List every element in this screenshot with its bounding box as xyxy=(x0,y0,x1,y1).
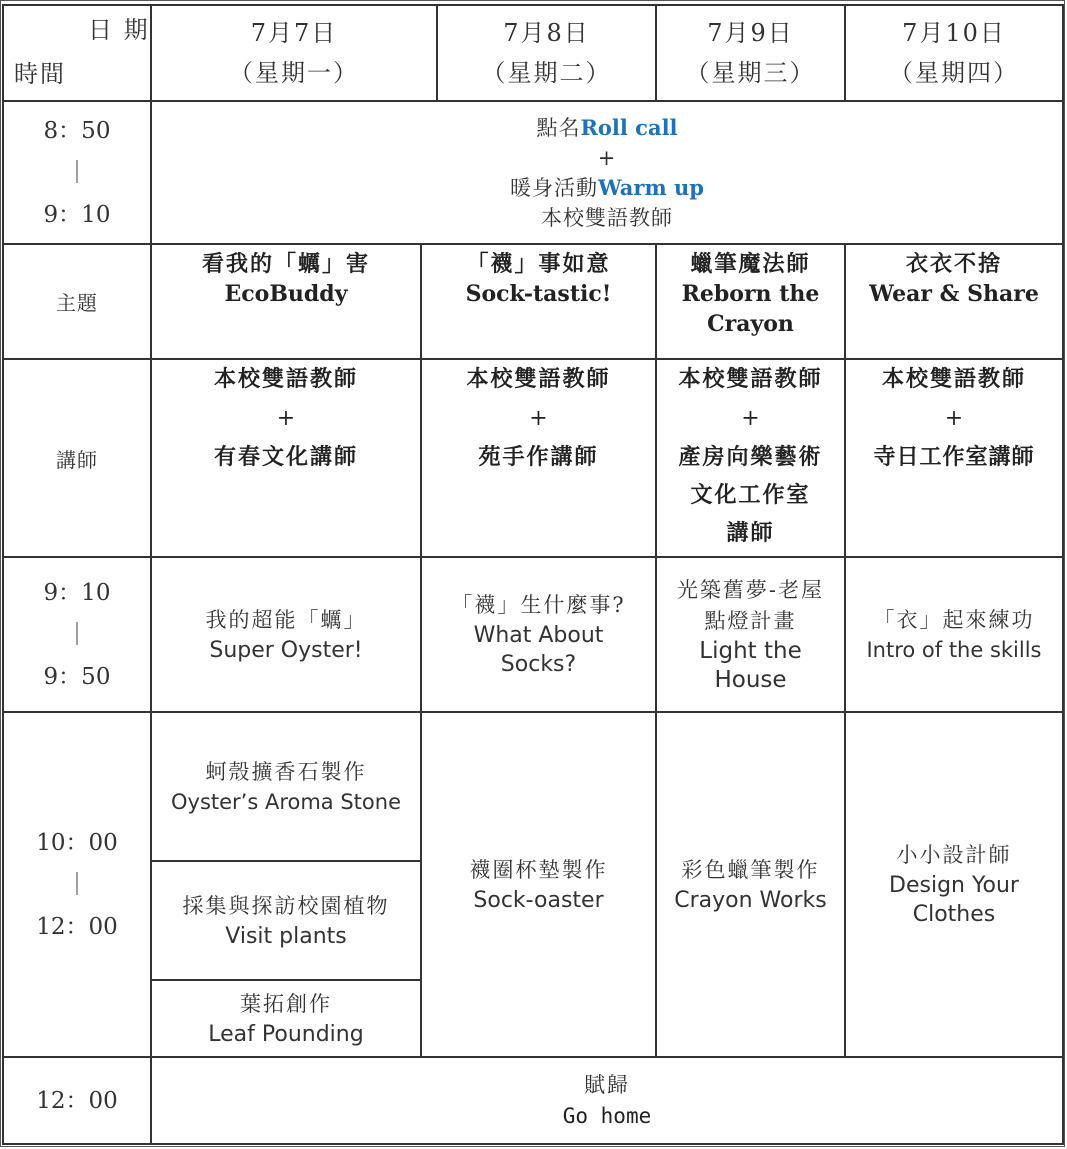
activity-en: Design Your xyxy=(889,873,1019,898)
teacher-line: 有春文化講師 xyxy=(213,444,358,470)
theme-en: Sock-tastic! xyxy=(465,281,612,307)
time-dash: ｜ xyxy=(65,871,89,898)
rollcall-en: Roll call xyxy=(580,114,678,140)
theme-mon xyxy=(152,245,420,358)
teacher-line: 本校雙語教師 xyxy=(466,366,611,392)
activity-en: Socks? xyxy=(500,652,577,677)
theme-zh: 「襪」事如意 xyxy=(466,251,611,277)
activity-en: Visit plants xyxy=(225,923,347,949)
session2-tue xyxy=(422,713,655,1056)
day-header-thu xyxy=(846,6,1062,100)
day-date: 7月8日 xyxy=(503,19,590,47)
rollcall-cell xyxy=(152,102,1062,243)
day-weekday: （星期二） xyxy=(481,59,612,87)
session1-thu xyxy=(846,558,1062,711)
activity-zh: 點燈計畫 xyxy=(704,608,797,633)
activity-en: Oyster’s Aroma Stone xyxy=(170,789,401,814)
activity-en: Leaf Pounding xyxy=(208,1021,364,1047)
session2-mon-1 xyxy=(152,713,420,860)
teacher-line: 產房向樂藝術 xyxy=(678,444,823,470)
activity-zh: 光築舊夢-老屋 xyxy=(676,577,825,602)
activity-zh: 蚵殼擴香石製作 xyxy=(205,759,367,784)
day-weekday: （星期三） xyxy=(685,59,816,87)
activity-en: Super Oyster! xyxy=(209,637,363,663)
day-date: 7月9日 xyxy=(707,19,794,47)
activity-en: House xyxy=(714,666,787,693)
time-start: 9：10 xyxy=(43,579,111,606)
time-start: 8：50 xyxy=(43,117,111,144)
warmup-zh: 暖身活動 xyxy=(510,175,599,200)
activity-en: Clothes xyxy=(912,902,996,927)
day-weekday: （星期四） xyxy=(889,59,1019,87)
day-date: 7月10日 xyxy=(902,19,1006,47)
activity-zh: 「襪」生什麼事? xyxy=(451,593,626,617)
table-border-right xyxy=(1062,4,1064,1145)
time-slot-session1 xyxy=(4,558,150,711)
activity-zh: 襪圈杯墊製作 xyxy=(469,857,608,882)
activity-zh: 採集與探訪校園植物 xyxy=(182,893,390,918)
session2-thu xyxy=(846,713,1062,1056)
teacher-plus: + xyxy=(944,406,964,431)
time-dash: ｜ xyxy=(65,621,89,648)
teacher-line: 苑手作講師 xyxy=(478,444,599,470)
corner-date-label: 日 期 xyxy=(88,16,150,44)
session1-mon xyxy=(152,558,420,711)
corner-header xyxy=(4,6,150,100)
time-dash: ｜ xyxy=(65,159,89,186)
activity-en: Crayon Works xyxy=(674,887,827,913)
table-border-bottom xyxy=(2,1143,1063,1145)
home-zh: 賦歸 xyxy=(584,1073,630,1097)
time-home: 12：00 xyxy=(36,1087,118,1114)
theme-en: Reborn the Crayon xyxy=(681,281,820,337)
home-en: Go home xyxy=(562,1104,652,1128)
theme-label-cell xyxy=(4,245,150,358)
theme-tue xyxy=(422,245,655,358)
theme-en: EcoBuddy xyxy=(224,281,348,307)
teacher-label: 講師 xyxy=(56,447,98,472)
time-slot-home xyxy=(4,1058,150,1143)
theme-en: Wear & Share xyxy=(869,281,1039,307)
day-header-tue xyxy=(438,6,655,100)
teacher-mon xyxy=(152,360,420,556)
activity-zh: 我的超能「蠣」 xyxy=(205,607,367,632)
teacher-plus: + xyxy=(276,406,296,431)
theme-wed xyxy=(657,245,844,358)
teacher-label-cell xyxy=(4,360,150,556)
rollcall-plus: + xyxy=(597,145,617,170)
home-cell xyxy=(152,1058,1062,1143)
corner-time-label: 時間 xyxy=(14,60,66,88)
rollcall-zh: 點名 xyxy=(536,115,581,140)
time-end: 9：50 xyxy=(43,663,111,690)
activity-en: Light the xyxy=(699,637,802,664)
time-end: 9：10 xyxy=(43,201,111,228)
day-date: 7月7日 xyxy=(250,19,338,47)
time-start: 10：00 xyxy=(36,829,118,856)
teacher-line: 寺日工作室講師 xyxy=(873,444,1035,470)
teacher-line: 本校雙語教師 xyxy=(678,366,823,392)
teacher-line: 本校雙語教師 xyxy=(881,366,1026,392)
theme-zh: 看我的「蠣」害 xyxy=(201,251,370,277)
teacher-tue xyxy=(422,360,655,556)
teacher-wed xyxy=(657,360,844,556)
theme-zh: 衣衣不捨 xyxy=(905,251,1002,277)
theme-zh: 蠟筆魔法師 xyxy=(690,251,811,277)
teacher-plus: + xyxy=(529,406,548,431)
warmup-en: Warm up xyxy=(598,174,704,200)
time-slot-session2 xyxy=(4,713,150,1056)
theme-label: 主題 xyxy=(56,291,98,315)
day-weekday: （星期一） xyxy=(229,59,359,87)
teacher-line: 本校雙語教師 xyxy=(213,366,358,392)
session2-mon-2 xyxy=(152,862,420,979)
rollcall-teacher: 本校雙語教師 xyxy=(541,205,673,230)
activity-zh: 彩色蠟筆製作 xyxy=(681,857,820,882)
warmup-line xyxy=(510,173,704,203)
teacher-thu xyxy=(846,360,1062,556)
activity-en: Intro of the skills xyxy=(866,637,1042,662)
session1-tue xyxy=(422,558,655,711)
day-header-mon xyxy=(152,6,436,100)
activity-en: Sock-oaster xyxy=(473,887,604,913)
time-slot-rollcall xyxy=(4,102,150,243)
teacher-line: 講師 xyxy=(726,520,775,546)
session2-mon-3 xyxy=(152,981,420,1056)
session2-wed xyxy=(657,713,844,1056)
time-end: 12：00 xyxy=(36,913,118,940)
activity-en: What About xyxy=(473,623,604,648)
activity-zh: 葉拓創作 xyxy=(240,991,332,1016)
theme-thu xyxy=(846,245,1062,358)
activity-zh: 「衣」起來練功 xyxy=(873,607,1035,632)
day-header-wed xyxy=(657,6,844,100)
teacher-plus: + xyxy=(741,406,760,431)
session1-wed xyxy=(657,558,844,711)
rollcall-line xyxy=(536,113,677,143)
activity-zh: 小小設計師 xyxy=(896,843,1012,867)
teacher-line: 文化工作室 xyxy=(690,482,811,508)
